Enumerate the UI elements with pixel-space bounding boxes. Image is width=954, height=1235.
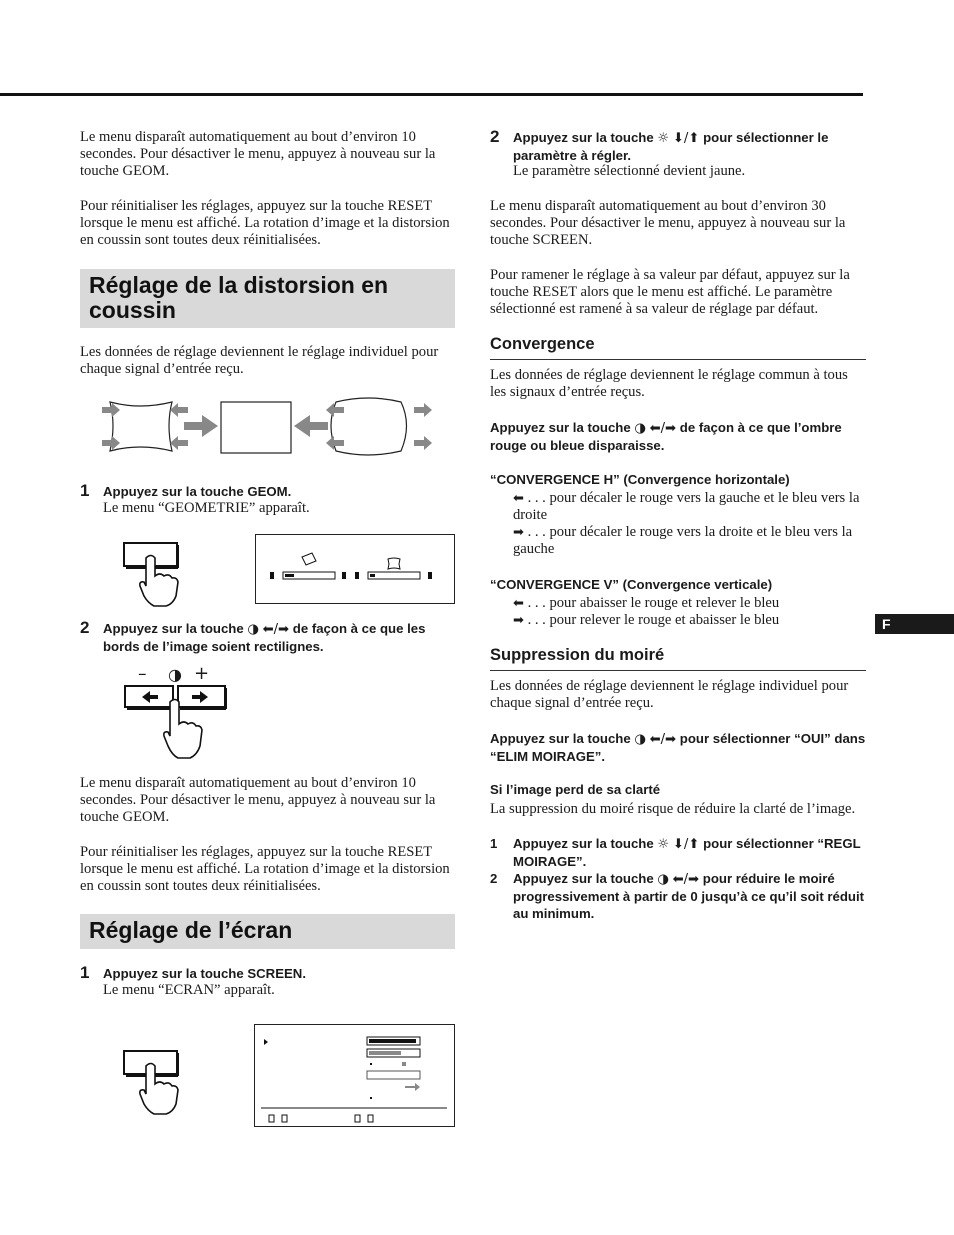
option-title: “CONVERGENCE V” (Convergence verticale) <box>490 577 773 592</box>
list-item: Appuyez sur la touche ☼ ⬇/⬆ pour sélectionner “REGL MOIRAGE”. <box>513 836 861 869</box>
subsection-title: Convergence <box>490 335 595 353</box>
top-rule <box>0 93 863 96</box>
right-arrow-icon: ➡ <box>513 613 524 628</box>
option-desc: ⬅ . . . pour abaisser le rouge et relever le bleu <box>513 595 780 611</box>
list-number: 2 <box>490 871 498 886</box>
section-heading-box <box>80 269 455 328</box>
step-instruction: Appuyez sur la touche ◑ ⬅/➡ de façon à ce que les bords de l’image soient rectilignes. <box>103 621 426 654</box>
geometrie-menu-screen <box>255 534 455 604</box>
contrast-icon: ◑ <box>634 732 646 747</box>
down-up-arrows-icon: ⬇/⬆ <box>672 131 700 146</box>
option-desc: ➡ . . . pour relever le rouge et abaisser le bleu <box>513 612 780 628</box>
step-number: 2 <box>490 127 500 146</box>
paragraph: Pour réinitialiser les réglages, appuyez sur la touche RESET lorsque le menu est affiché. La rotation d’image et la distorsion en coussin sont toutes deux réinitialisées. <box>80 198 450 248</box>
paragraph: Les données de réglage deviennent le réglage individuel pour chaque signal d’entrée reçu. <box>490 678 849 711</box>
arrow-right-icon <box>184 415 218 437</box>
paragraph: Les données de réglage deviennent le réglage individuel pour chaque signal d’entrée reçu. <box>80 344 439 377</box>
plus-label: + <box>194 663 210 684</box>
subsection-rule <box>490 359 866 360</box>
list-item: Appuyez sur la touche ◑ ⬅/➡ pour réduire le moiré progressivement à partir de 0 jusqu’à ce qu’il soit réduit au minimum. <box>513 871 865 921</box>
paragraph: Les données de réglage deviennent le réglage commun à tous les signaux d’entrée reçus. <box>490 367 848 400</box>
ecran-menu-screen <box>254 1024 455 1127</box>
section-title: Réglage de la distorsion en coussin <box>89 272 389 323</box>
subheading: Si l’image perd de sa clarté <box>490 782 661 797</box>
step-text: Le menu “GEOMETRIE” apparaît. <box>103 500 310 516</box>
left-arrow-icon: ⬅ <box>513 596 524 611</box>
step-title: Appuyez sur la touche SCREEN. <box>103 966 306 981</box>
screen-button-illustration <box>118 1046 184 1118</box>
step-number: 2 <box>80 618 90 637</box>
subsection-title: Suppression du moiré <box>490 646 665 664</box>
step-number: 1 <box>80 963 90 982</box>
brightness-icon: ☼ <box>657 837 670 852</box>
left-arrow-icon: ⬅ <box>513 491 524 506</box>
right-arrow-icon: ➡ <box>513 525 524 540</box>
left-right-arrows-icon: ⬅/➡ <box>649 732 677 747</box>
step-title: Appuyez sur la touche GEOM. <box>103 484 292 499</box>
geometrie-menu-content <box>256 535 454 603</box>
step-text: Le paramètre sélectionné devient jaune. <box>513 163 746 179</box>
left-right-arrows-icon: ⬅/➡ <box>672 872 700 887</box>
down-up-arrows-icon: ⬇/⬆ <box>672 837 700 852</box>
paragraph: Le menu disparaît automatiquement au bout d’environ 10 secondes. Pour désactiver le menu, appuyez à nouveau sur la touche GEOM. <box>80 775 436 825</box>
paragraph: Le menu disparaît automatiquement au bout d’environ 30 secondes. Pour désactiver le menu, appuyez à nouveau sur la touche SCREEN. <box>490 198 846 248</box>
option-title: “CONVERGENCE H” (Convergence horizontale) <box>490 472 790 487</box>
pincushion-shape <box>110 402 172 451</box>
option-desc: ➡ . . . pour décaler le rouge vers la droite et le bleu vers la gauche <box>513 524 853 557</box>
step-text: Le menu “ECRAN” apparaît. <box>103 982 275 998</box>
step-number: 1 <box>80 481 90 500</box>
minus-label: – <box>138 664 147 684</box>
corrected-screen <box>221 402 291 453</box>
left-right-buttons-illustration <box>122 684 230 764</box>
paragraph: Le menu disparaît automatiquement au bout d’environ 10 secondes. Pour désactiver le menu, appuyez à nouveau sur la touche GEOM. <box>80 129 436 179</box>
left-right-arrows-icon: ⬅/➡ <box>649 421 677 436</box>
language-tab <box>875 614 954 634</box>
subsection-rule <box>490 670 866 671</box>
left-right-arrows-icon: ⬅/➡ <box>262 622 290 637</box>
list-number: 1 <box>490 836 498 851</box>
step-instruction: Appuyez sur la touche ☼ ⬇/⬆ pour sélectionner le paramètre à régler. <box>513 130 829 163</box>
paragraph: Pour réinitialiser les réglages, appuyez sur la touche RESET lorsque le menu est affiché. La rotation d’image et la distorsion en coussin sont toutes deux réinitialisées. <box>80 844 450 894</box>
contrast-icon: ◑ <box>247 622 259 637</box>
instruction: Appuyez sur la touche ◑ ⬅/➡ pour sélectionner “OUI” dans “ELIM MOIRAGE”. <box>490 731 866 764</box>
section-title: Réglage de l’écran <box>89 917 293 943</box>
geom-button-illustration <box>118 538 184 610</box>
contrast-icon: ◑ <box>634 421 646 436</box>
contrast-icon: ◑ <box>168 665 182 684</box>
section-heading-box <box>80 914 455 949</box>
brightness-icon: ☼ <box>657 131 670 146</box>
ecran-menu-content <box>255 1025 454 1126</box>
language-tab-label: F <box>882 616 891 632</box>
pincushion-diagram <box>100 396 436 458</box>
arrow-left-icon <box>294 415 328 437</box>
contrast-icon: ◑ <box>657 872 669 887</box>
paragraph: La suppression du moiré risque de réduire la clarté de l’image. <box>490 801 856 817</box>
option-desc: ⬅ . . . pour décaler le rouge vers la gauche et le bleu vers la droite <box>513 490 860 523</box>
instruction: Appuyez sur la touche ◑ ⬅/➡ de façon à ce que l’ombre rouge ou bleue disparaisse. <box>490 420 842 453</box>
barrel-shape <box>331 398 407 455</box>
paragraph: Pour ramener le réglage à sa valeur par défaut, appuyez sur la touche RESET alors que le menu est affiché. Le paramètre sélectionné est ramené à sa valeur de réglage par défaut. <box>490 267 850 317</box>
